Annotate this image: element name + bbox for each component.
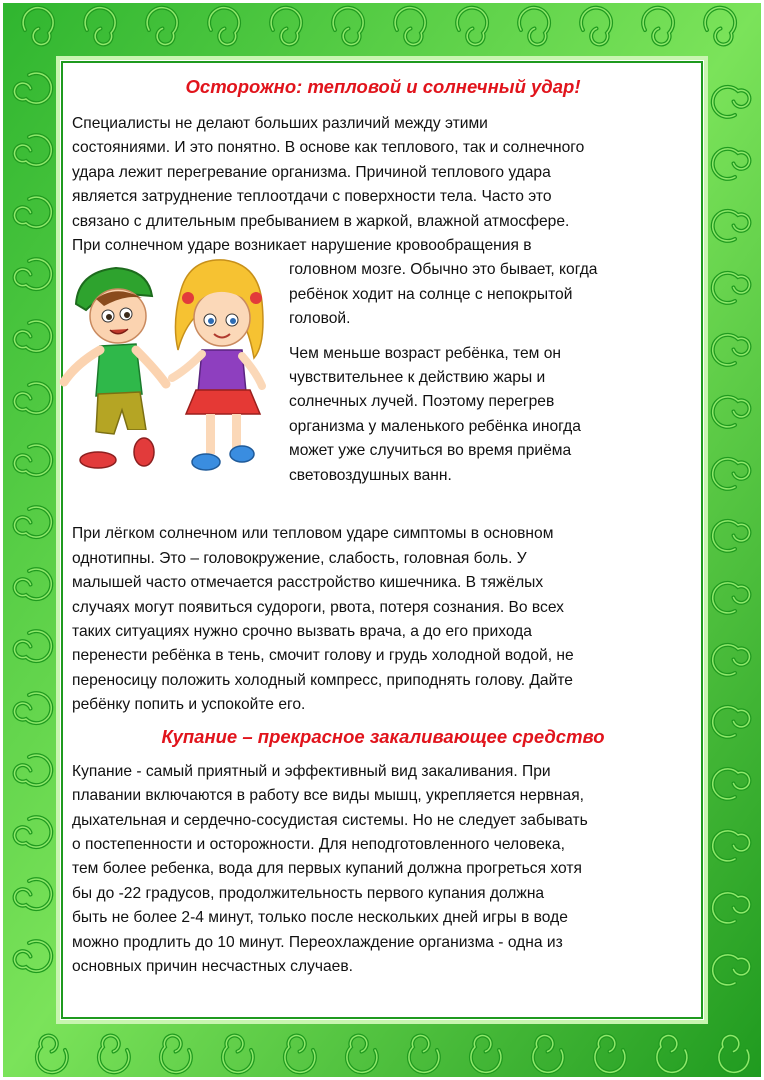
- text-line: о постепенности и осторожности. Для неподготовленного человека,: [72, 835, 565, 853]
- text-line: дыхательная и сердечно-сосудистая системы. Но не следует забывать: [72, 811, 588, 829]
- text-line: солнечных лучей. Поэтому перегрев: [289, 393, 555, 411]
- paragraph-bathing: [72, 760, 694, 980]
- text-line: является затруднение теплоотдачи с поверхности тела. Часто это: [72, 188, 552, 206]
- text-line: организма у маленького ребёнка иногда: [289, 417, 581, 435]
- text-line: таких ситуациях нужно срочно вызвать врача, а до его прихода: [72, 623, 532, 641]
- title-bathing: Купание – прекрасное закаливающее средство: [161, 725, 605, 747]
- paragraph-intro: [72, 112, 694, 258]
- text-line: ребёнку попить и успокойте его.: [72, 696, 306, 714]
- text-line: Чем меньше возраст ребёнка, тем он: [289, 344, 561, 362]
- title-heat-stroke: Осторожно: тепловой и солнечный удар!: [185, 76, 581, 97]
- side-text: [289, 258, 699, 488]
- paragraph-age: [289, 342, 699, 488]
- text-line: плавании включаются в работу все виды мышц, укрепляется нервная,: [72, 787, 584, 805]
- text-line: световоздушных ванн.: [289, 466, 452, 484]
- text-line: случаях могут появиться судороги, рвота, потеря сознания. Во всех: [72, 598, 564, 616]
- text-line: головном мозге. Обычно это бывает, когда: [289, 261, 598, 279]
- text-line: ребёнок ходит на солнце с непокрытой: [289, 285, 573, 303]
- text-line: однотипны. Это – головокружение, слабость, головная боль. У: [72, 549, 527, 567]
- text-line: перенести ребёнка в тень, смочит голову и грудь холодной водой, не: [72, 647, 574, 665]
- text-line: быть не более 2-4 минут, только после нескольких дней игры в воде: [72, 909, 568, 927]
- text-line: При лёгком солнечном или тепловом ударе симптомы в основном: [72, 525, 554, 543]
- text-line: Специалисты не делают больших различий между этими: [72, 115, 488, 132]
- children-illustration: [56, 254, 266, 494]
- content: [72, 72, 694, 979]
- text-line: головой.: [289, 310, 351, 328]
- text-line: можно продлить до 10 минут. Переохлаждение организма - одна из: [72, 933, 563, 951]
- boy-figure: [64, 268, 166, 468]
- girl-figure: [172, 260, 263, 470]
- text-line: может уже случиться во время приёма: [289, 442, 572, 460]
- text-line: тем более ребенка, вода для первых купаний должна прогреться хотя: [72, 860, 582, 878]
- text-line: состояниями. И это понятно. В основе как теплового, так и солнечного: [72, 139, 585, 157]
- paragraph-brain: [289, 258, 699, 331]
- paragraph-symptoms: [72, 522, 694, 717]
- text-line: чувствительнее к действию жары и: [289, 369, 546, 387]
- text-line: Купание - самый приятный и эффективный вид закаливания. При: [72, 762, 551, 780]
- text-line: основных причин несчастных случаев.: [72, 957, 353, 975]
- text-line: бы до -22 градусов, продолжительность первого купания должна: [72, 884, 545, 902]
- text-line: удара лежит перегревание организма. Причиной теплового удара: [72, 163, 551, 181]
- text-line: малышей часто отмечается расстройство кишечника. В тяжёлых: [72, 574, 544, 592]
- text-line: При солнечном ударе возникает нарушение кровообращения в: [72, 237, 532, 255]
- illustration-row: [72, 258, 694, 508]
- text-line: переносицу положить холодный компресс, приподнять голову. Дайте: [72, 671, 573, 689]
- text-line: связано с длительным пребыванием в жаркой, влажной атмосфере.: [72, 212, 570, 230]
